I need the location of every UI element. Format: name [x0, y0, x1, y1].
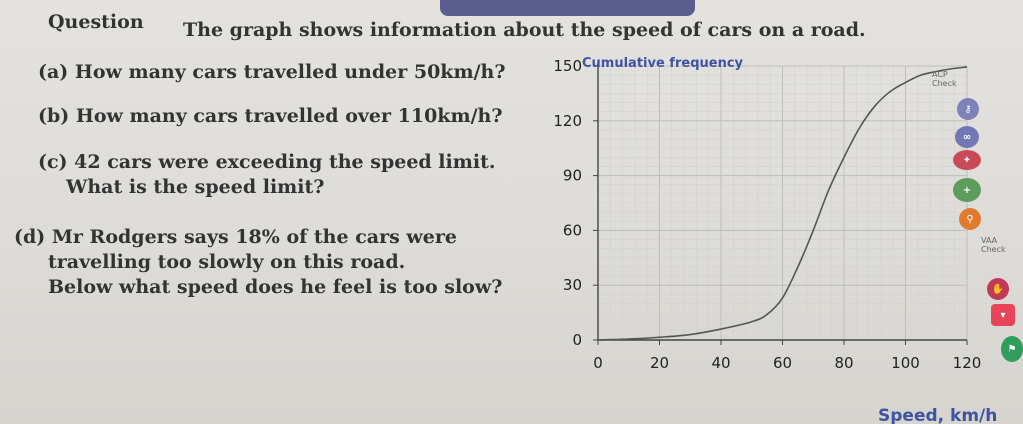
x-tick-label: 120: [952, 354, 982, 372]
bookmark-icon[interactable]: ▾: [991, 304, 1015, 326]
x-tick-label: 40: [711, 354, 731, 372]
chart-tick-labels: [553, 57, 981, 372]
y-tick-label: 0: [572, 331, 582, 349]
key-icon[interactable]: ⚷: [957, 98, 979, 120]
x-tick-label: 0: [593, 354, 603, 372]
question-part-d-line-1: (d) Mr Rodgers says 18% of the cars were: [14, 226, 457, 248]
y-tick-label: 120: [553, 111, 582, 130]
question-part-d-line-3: Below what speed does he feel is too slow?: [48, 276, 503, 298]
acp-check-label: ACP Check: [932, 70, 957, 88]
hand-icon[interactable]: ✋: [987, 278, 1009, 300]
flag-icon[interactable]: ⚑: [1001, 336, 1023, 362]
vaa-check-label: VAA Check: [981, 236, 1006, 254]
question-part-c-line-2: What is the speed limit?: [66, 176, 325, 198]
question-part-a-line-1: (a) How many cars travelled under 50km/h?: [38, 61, 506, 83]
x-tick-label: 80: [834, 354, 854, 372]
x-tick-label: 20: [649, 354, 670, 372]
y-axis-label: Cumulative frequency: [582, 56, 744, 71]
x-tick-label: 100: [891, 354, 920, 372]
speech-icon[interactable]: ✦: [953, 150, 981, 170]
question-intro: The graph shows information about the speed of cars on a road.: [183, 19, 866, 41]
x-axis-label: Speed, km/h: [878, 406, 998, 424]
y-tick-label: 150: [553, 57, 582, 75]
link-icon[interactable]: ∞: [955, 126, 979, 148]
y-tick-label: 30: [562, 276, 582, 295]
question-part-d-line-2: travelling too slowly on this road.: [48, 251, 406, 273]
question-heading: Question: [48, 11, 144, 33]
question-part-b-line-1: (b) How many cars travelled over 110km/h?: [38, 105, 503, 127]
y-tick-label: 90: [562, 166, 582, 185]
y-tick-label: 60: [562, 221, 582, 240]
search-icon[interactable]: ⚲: [959, 208, 981, 230]
plus-icon[interactable]: +: [953, 178, 981, 202]
x-tick-label: 60: [772, 354, 793, 372]
question-part-c-line-1: (c) 42 cars were exceeding the speed limit.: [38, 151, 496, 173]
